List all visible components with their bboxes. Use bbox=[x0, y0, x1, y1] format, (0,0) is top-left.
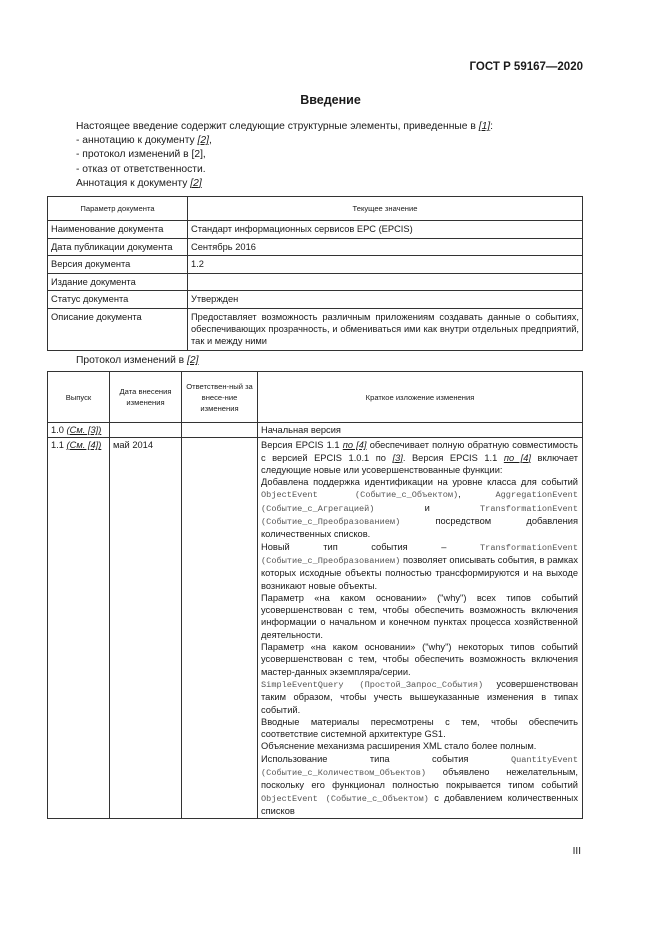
param-value bbox=[188, 273, 583, 291]
intro-item-protocol: - протокол изменений в [2], bbox=[76, 149, 206, 161]
table-header-row bbox=[48, 197, 583, 221]
summary-paragraph: Вводные материалы пересмотрены с тем, чтобы обеспечить соответствие системной архитектуре GS1. bbox=[261, 716, 578, 740]
reference-link[interactable]: [2] bbox=[190, 177, 202, 189]
param-name: Наименование документа bbox=[48, 221, 188, 239]
code-term: AggregationEvent (Событие_с_Агрегацией) bbox=[261, 490, 578, 514]
column-header: Выпуск bbox=[48, 372, 110, 423]
summary-cell: Начальная версия bbox=[258, 423, 583, 438]
param-name: Издание документа bbox=[48, 273, 188, 291]
summary-paragraph: Использование типа события QuantityEvent (Событие_с_Количеством_Объектов) объявлено нежелательным, поскольку его функционал полностью покрывается типом событий ObjectEvent (Событие_с_Объектом) с добавлением количественных списков bbox=[261, 753, 578, 816]
reference-link[interactable]: [2] bbox=[187, 355, 199, 366]
date-cell bbox=[110, 423, 182, 438]
intro-section bbox=[76, 120, 596, 191]
summary-paragraph: Новый тип события – TransformationEvent (Событие_с_Преобразованием) позволяет описывать события, в рамках которых исходные объекты полностью трансформируются и на выходе возникают новые объекты. bbox=[261, 541, 578, 591]
reference-link[interactable]: (См. [4]) bbox=[66, 440, 102, 451]
code-term: QuantityEvent (Событие_с_Количеством_Объектов) bbox=[261, 754, 578, 779]
summary-paragraph: Параметр «на каком основании» ("why") всех типов событий усовершенствован с тем, чтобы обеспечить возможность включения информации о начальном и конечном пунктах процесса хозяйственной деятельности. bbox=[261, 592, 578, 640]
reference-link[interactable]: [3] bbox=[392, 452, 403, 463]
summary-paragraph: Объяснение механизма расширения XML стало более полным. bbox=[261, 741, 537, 752]
page-number: III bbox=[572, 846, 581, 857]
code-term: TransformationEvent (Событие_с_Преобразованием) bbox=[261, 542, 578, 566]
release-cell: 1.0 (См. [3]) bbox=[48, 423, 110, 438]
change-protocol-table bbox=[47, 371, 583, 819]
code-term: ObjectEvent (Событие_с_Объектом) bbox=[261, 490, 459, 501]
reference-link[interactable]: по [4] bbox=[503, 452, 531, 463]
table-row bbox=[48, 273, 583, 291]
param-name: Статус документа bbox=[48, 291, 188, 309]
intro-item-disclaimer: - отказ от ответственности. bbox=[76, 163, 206, 175]
reference-link[interactable]: (См. [3]) bbox=[66, 425, 102, 435]
code-term: ObjectEvent (Событие_с_Объектом) bbox=[261, 793, 429, 804]
reference-link[interactable]: по [4] bbox=[342, 440, 367, 451]
summary-cell bbox=[258, 438, 583, 819]
document-parameters-table bbox=[47, 196, 583, 351]
param-value: Предоставляет возможность различным приложениям создавать данные о событиях, обеспечивающих прозрачность, и обмениваться ими как внутри отдельных предприятий, так и между ними bbox=[188, 308, 583, 351]
summary-paragraph: SimpleEventQuery (Простой_Запрос_События) усовершенствован таким образом, чтобы учесть вышеуказанные изменения в типах событий. bbox=[261, 678, 578, 715]
code-term: SimpleEventQuery (Простой_Запрос_События) bbox=[261, 679, 484, 690]
table-row bbox=[48, 238, 583, 256]
reference-link[interactable]: [2] bbox=[197, 135, 209, 147]
table-row bbox=[48, 423, 583, 438]
column-header: Текущее значение bbox=[188, 197, 583, 221]
summary-paragraph: Версия EPCIS 1.1 по [4] обеспечивает полную обратную совместимость с версией EPCIS 1.0.1 по [3]. Версия EPCIS 1.1 по [4] включает следующие новые или усовершенствованные функции: bbox=[261, 440, 578, 475]
table-header-row bbox=[48, 372, 583, 423]
param-value: 1.2 bbox=[188, 256, 583, 274]
intro-item-annotation: - аннотацию к документу [2], bbox=[76, 135, 212, 147]
param-name: Описание документа bbox=[48, 308, 188, 351]
code-term: TransformationEvent (Событие_с_Преобразованием) bbox=[261, 503, 578, 528]
param-value: Сентябрь 2016 bbox=[188, 238, 583, 256]
protocol-caption: Протокол изменений в [2] bbox=[76, 355, 199, 366]
table-row bbox=[48, 291, 583, 309]
column-header: Дата внесения изменения bbox=[110, 372, 182, 423]
date-cell: май 2014 bbox=[110, 438, 182, 819]
release-cell: 1.1 (См. [4]) bbox=[48, 438, 110, 819]
page-title: Введение bbox=[300, 93, 361, 107]
summary-paragraph: Добавлена поддержка идентификации на уровне класса для событий ObjectEvent (Событие_с_Объектом), AggregationEvent (Событие_с_Агрегацией) и TransformationEvent (Событие_с_Преобразованием) посредством добавления количественных списков. bbox=[261, 477, 578, 540]
intro-line: Настоящее введение содержит следующие структурные элементы, приведенные в [1]: bbox=[76, 121, 494, 132]
summary-paragraph: Параметр «на каком основании» ("why") некоторых типов событий усовершенствован с тем, чтобы обеспечить возможность включения мастер-данных экземпляра/серии. bbox=[261, 642, 578, 677]
param-value: Утвержден bbox=[188, 291, 583, 309]
reference-link[interactable]: [1] bbox=[478, 121, 491, 132]
table-row bbox=[48, 308, 583, 351]
column-header: Параметр документа bbox=[48, 197, 188, 221]
responsible-cell bbox=[182, 423, 258, 438]
annotation-caption: Аннотация к документу [2] bbox=[76, 177, 202, 189]
param-name: Дата публикации документа bbox=[48, 238, 188, 256]
column-header: Ответствен-ный за внесе-ние изменения bbox=[182, 372, 258, 423]
table-row bbox=[48, 221, 583, 239]
standard-designation: ГОСТ Р 59167—2020 bbox=[469, 61, 583, 73]
table-row bbox=[48, 256, 583, 274]
responsible-cell bbox=[182, 438, 258, 819]
param-value: Стандарт информационных сервисов EPC (EPCIS) bbox=[188, 221, 583, 239]
column-header: Краткое изложение изменения bbox=[258, 372, 583, 423]
param-name: Версия документа bbox=[48, 256, 188, 274]
table-row bbox=[48, 438, 583, 819]
